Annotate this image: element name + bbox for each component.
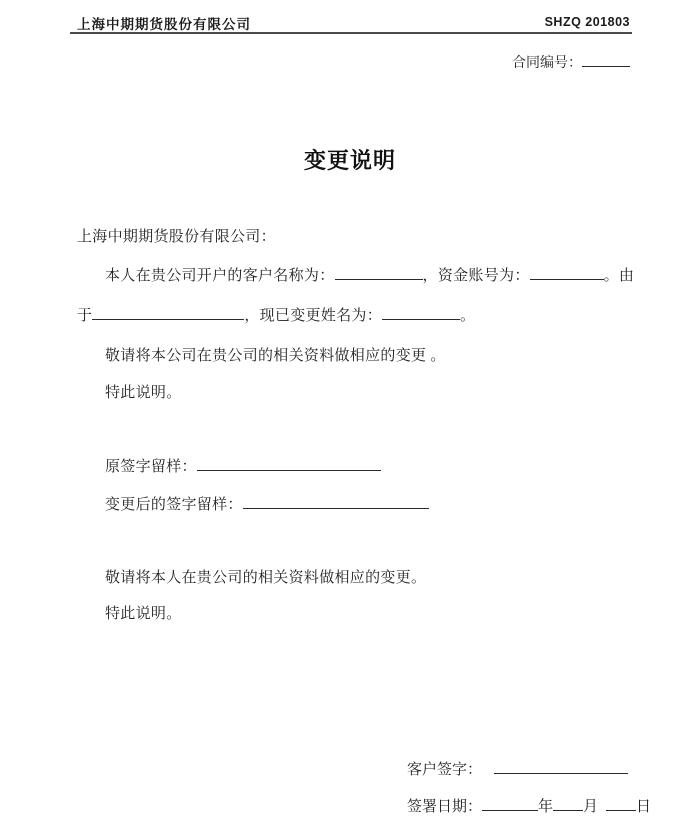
new-signature-blank bbox=[243, 495, 429, 509]
hereby-statement-line: 特此说明。 bbox=[105, 385, 182, 401]
year-label: 年 bbox=[538, 799, 554, 815]
new-signature-label: 变更后的签字留样： bbox=[105, 497, 243, 513]
sentence-period: 。 bbox=[460, 308, 476, 324]
hereby-statement-line-2: 特此说明。 bbox=[105, 606, 182, 622]
day-label: 日 bbox=[636, 799, 652, 815]
paragraph-connector: 。由 bbox=[603, 268, 635, 284]
client-signature-row bbox=[407, 758, 628, 779]
date-year-blank bbox=[482, 797, 538, 811]
page-title: 变更说明 bbox=[303, 148, 396, 173]
request-change-line-2: 敬请将本人在贵公司的相关资料做相应的变更。 bbox=[105, 570, 427, 586]
change-reason-blank bbox=[92, 306, 244, 320]
signing-date-row bbox=[407, 795, 651, 816]
header-company-name: 上海中期期货股份有限公司 bbox=[77, 17, 251, 32]
client-name-label: 本人在贵公司开户的客户名称为： bbox=[105, 268, 335, 284]
new-name-label: ，现已变更姓名为： bbox=[244, 308, 383, 324]
client-signature-label: 客户签字： bbox=[407, 762, 483, 778]
new-signature-row bbox=[77, 493, 429, 514]
new-name-blank bbox=[382, 306, 460, 320]
signing-date-label: 签署日期： bbox=[407, 799, 483, 815]
header-doc-code: SHZQ 201803 bbox=[544, 15, 630, 29]
paragraph-line-1 bbox=[77, 264, 634, 285]
date-month-blank bbox=[553, 797, 583, 811]
old-signature-label: 原签字留样： bbox=[105, 459, 197, 475]
contract-number-row bbox=[512, 52, 630, 72]
reason-prefix: 于 bbox=[77, 308, 93, 324]
paragraph-line-2 bbox=[77, 304, 475, 325]
contract-number-label: 合同编号： bbox=[512, 56, 582, 71]
salutation-line: 上海中期期货股份有限公司： bbox=[77, 229, 276, 245]
client-signature-blank bbox=[494, 760, 628, 774]
contract-number-blank bbox=[582, 53, 630, 67]
date-day-blank bbox=[606, 797, 636, 811]
client-name-blank bbox=[335, 266, 423, 280]
account-label: ，资金账号为： bbox=[422, 268, 530, 284]
month-label: 月 bbox=[583, 799, 599, 815]
old-signature-blank bbox=[197, 457, 381, 471]
account-number-blank bbox=[530, 266, 604, 280]
header-rule-divider bbox=[70, 32, 632, 34]
request-change-line: 敬请将本公司在贵公司的相关资料做相应的变更 。 bbox=[105, 348, 446, 364]
old-signature-row bbox=[77, 455, 381, 476]
